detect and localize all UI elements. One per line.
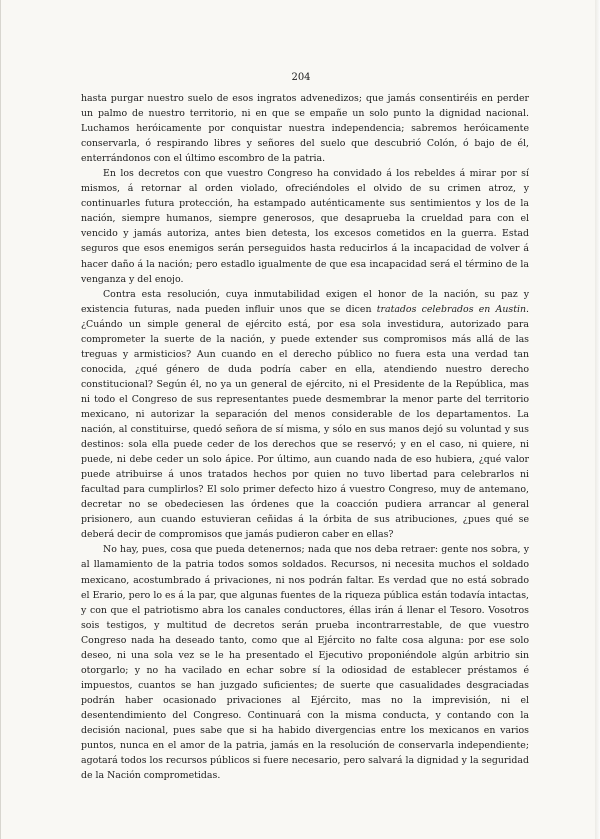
- page-edge: [595, 0, 600, 839]
- paragraph-text: hasta purgar nuestro suelo de esos ingratos advenedizos; que jamás consentiréis en perder un palmo de nuestro territorio, ni en que se empañe un solo punto la dignidad nacional. Luchamos heróicamente por conquistar nuestra independencia; sabremos heróicamente conservarla, ó respirando libres y señores del suelo que descubrió Colón, ó bajo de él, enterrándonos con el último escombro de la patria.: [81, 93, 529, 165]
- italic-text: tratados celebrados en Austin.: [376, 303, 529, 315]
- paragraph: [81, 542, 529, 783]
- paragraph-text: No hay, pues, cosa que pueda detenernos; nada que nos deba retraer: gente nos sobra, y al llamamiento de la patria todos somos soldados. Recursos, ni necesita muchos el soldado mexicano, acostumbrado á privaciones, ni nos podrán faltar. Es verdad que no está sobrado el Erario, pero lo es á la par, que algunas fuentes de la riqueza pública están todavía intactas, y con que el patriotismo abra los canales conductores, éllas irán á llenar el Tesoro. Vosotros sois testigos, y multitud de decretos serán prueba incontrarrestable, de que vuestro Congreso nada ha deseado tanto, como que al Ejército no falte cosa alguna: por ese solo deseo, ni una sola vez se le ha presentado el Ejecutivo proponiéndole algún arbitrio sin otorgarlo; y no ha vacilado en echar sobre sí la odiosidad de establecer préstamos é impuestos, cuantos se han juzgado suficientes; de suerte que casualidades desgraciadas podrán haber ocasionado privaciones al Ejército, mas no la imprevisión, ni el desentendimiento del Congreso. Continuará con la misma conducta, y contando con la decisión nacional, pues sabe que si ha habido divergencias entre los mexicanos en varios puntos, nunca en el amor de la patria, jamás en la resolución de conservarla independiente; agotará todos los recursos públicos si fuere necesario, pero salvará la dignidad y la seguridad de la Nación comprometidas.: [81, 544, 529, 782]
- paragraph: [81, 166, 529, 286]
- paragraph-text: Contra esta resolución, cuya inmutabilidad exigen el honor de la nación, su paz y existencia futuras, nada pueden influir unos que se dicen: [81, 288, 529, 315]
- page-number: 204: [291, 72, 311, 83]
- paragraph: [81, 91, 529, 166]
- body-text: [81, 91, 529, 783]
- paragraph-text: En los decretos con que vuestro Congreso ha convidado á los rebeldes á mirar por sí mismos, á retornar al orden violado, ofreciéndoles el olvido de su crimen atroz, y continuarles futura protección, ha estampado auténticamente sus sentimientos y los de la nación, siempre humanos, siempre generosos, que desaprueba la crueldad para con el vencido y jamás autoriza, antes bien detesta, los excesos cometidos en la guerra. Estad seguros que esos enemigos serán perseguidos hasta reducirlos á la incapacidad de volver á hacer daño á la nación; pero estadlo igualmente de que esa incapacidad será el término de la venganza y del enojo.: [81, 168, 529, 285]
- paragraph: [81, 287, 529, 543]
- paragraph-text: ¿Cuándo un simple general de ejército está, por esa sola investidura, autorizado para comprometer la suerte de la nación, y puede extender sus compromisos más allá de las treguas y armisticios? Aun cuando en el derecho público no fuera esta una verdad tan conocida, ¿qué género de duda podría caber en ella, atendiendo nuestro derecho constitucional? Según él, no ya un general de ejército, ni el Presidente de la República, mas ni todo el Congreso de sus representantes puede desmembrar la menor parte del territorio mexicano, ni autorizar la separación del menos considerable de los departamentos. La nación, al constituirse, quedó señora de sí misma, y sólo en sus manos dejó su voluntad y sus destinos: sola ella puede ceder de los derechos que se reservó; y en el caso, ni quiere, ni puede, ni debe ceder un solo ápice. Por último, aun cuando nada de eso hubiera, ¿qué valor puede atribuirse á unos tratados hechos por quien no tuvo libertad para celebrarlos ni facultad para cumplirlos? El solo primer defecto hizo á vuestro Congreso, muy de antemano, decretar no se obedeciesen las órdenes que la coacción pudiera arrancar al general prisionero, aun cuando estuvieran ceñidas á la órbita de sus atribuciones, ¿pues qué se deberá decir de compromisos que jamás pudieron caber en ellas?: [81, 318, 529, 541]
